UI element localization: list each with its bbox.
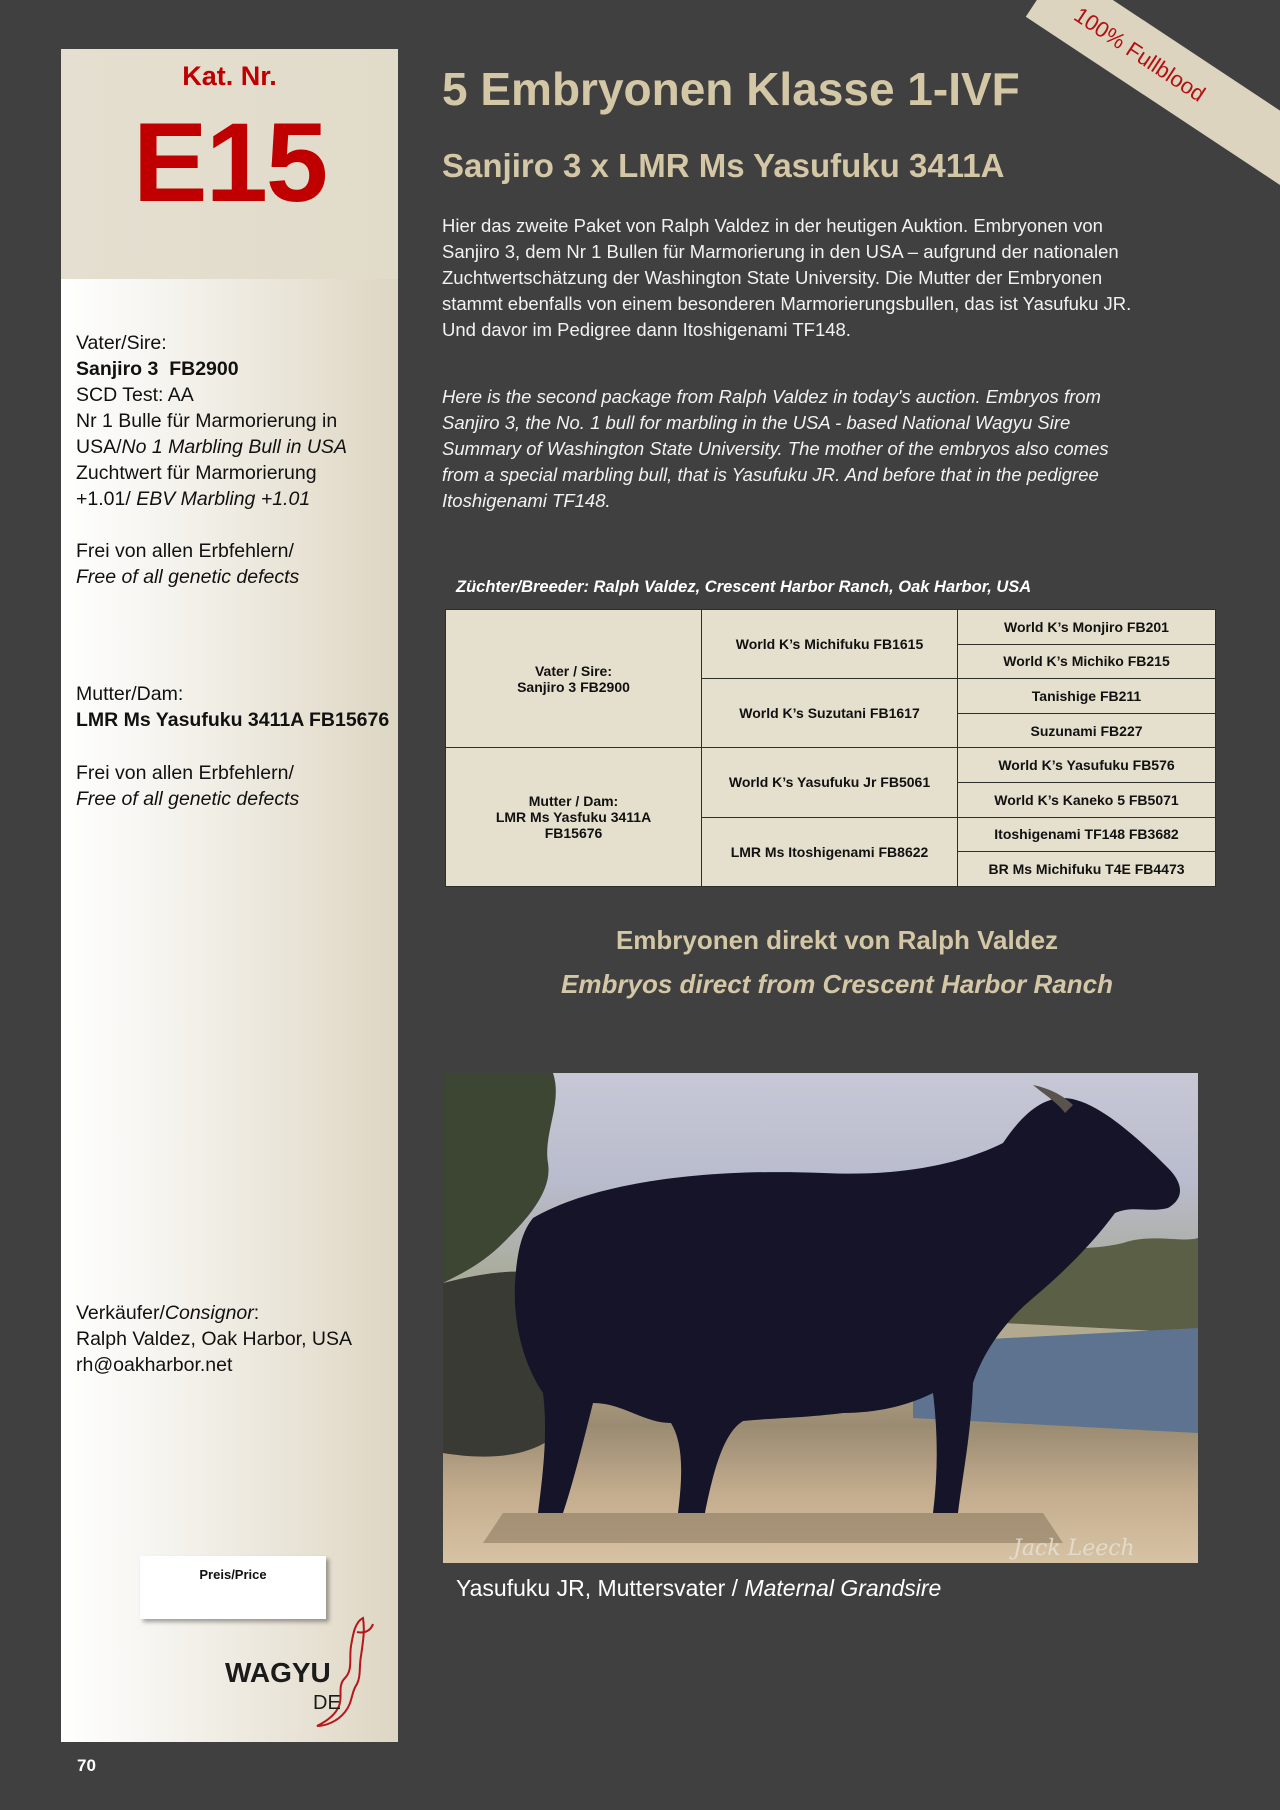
consignor-label-de: Verkäufer/ [76,1302,165,1324]
sire-info [76,330,396,512]
sire-name: Sanjiro 3 FB2900 [76,358,239,380]
table-row [446,748,1216,783]
catalog-label: Kat. Nr. [182,61,277,91]
defects-en: Free of all genetic defects [76,788,300,810]
pedigree-sire-sire: World K’s Michifuku FB1615 [702,610,958,679]
sire-defects [76,538,396,590]
pedigree-gp-8: BR Ms Michifuku T4E FB4473 [958,852,1216,887]
pedigree-sire-dam: World K’s Suzutani FB1617 [702,679,958,748]
embryo-origin-en: Embryos direct from Crescent Harbor Ranch [561,969,1113,999]
pedigree-dam-dam: LMR Ms Itoshigenami FB8622 [702,817,958,886]
pedigree-dam-cell [446,748,702,886]
table-row [446,610,1216,645]
ribbon-text: 100% Fullblood [1069,2,1210,107]
ebv-en: EBV Marbling +1.01 [136,488,311,510]
caption-de: Yasufuku JR, Muttersvater / [456,1575,745,1601]
fullblood-ribbon [1026,0,1280,249]
sire-label: Vater/Sire: [76,332,167,354]
pedigree-dam-reg: FB15676 [544,825,603,842]
description-en: Here is the second package from Ralph Valdez in today's auction. Embryos from Sanjiro 3, the No. 1 bull for marbling in the USA - based National Wagyu Sire Summary of Washington State University. The mother of the embryos also comes from a special marbling bull, that is Yasufuku JR. And before that in the pedigree Itoshigenami TF148. [442,386,1109,511]
scd-test: SCD Test: AA [76,384,194,406]
price-box[interactable] [140,1556,326,1619]
ebv-marbling [76,460,366,512]
dam-info [76,681,396,733]
pedigree-sire-name: Sanjiro 3 FB2900 [517,678,630,695]
marbling-rank-en: No 1 Marbling Bull in USA [121,436,347,458]
dam-label: Mutter/Dam: [76,683,184,705]
consignor-email[interactable]: rh@oakharbor.net [76,1354,233,1376]
pedigree-dam-label: Mutter / Dam: [528,793,619,810]
lot-subtitle: Sanjiro 3 x LMR Ms Yasufuku 3411A [442,147,1005,184]
pedigree-dam-sire: World K’s Yasufuku Jr FB5061 [702,748,958,817]
pedigree-dam-name: LMR Ms Yasfuku 3411A [495,809,652,826]
pedigree-gp-6: World K’s Kaneko 5 FB5071 [958,782,1216,817]
defects-de: Frei von allen Erbfehlern/ [76,762,294,784]
logo-de-text: DE [313,1692,341,1714]
marbling-rank [76,408,396,460]
pedigree-gp-4: Suzunami FB227 [958,713,1216,748]
dam-name: LMR Ms Yasufuku 3411A FB15676 [76,709,390,731]
price-label: Preis/Price [199,1567,267,1582]
breeder-line: Züchter/Breeder: Ralph Valdez, Crescent Harbor Ranch, Oak Harbor, USA [456,578,1032,596]
bull-photo [443,1073,1198,1563]
pedigree-table [445,609,1216,887]
marbling-rank-de: Nr 1 Bulle für Marmorierung in USA/ [76,410,338,458]
ebv-de: Zuchtwert für Marmorierung +1.01/ [76,462,317,510]
caption-en: Maternal Grandsire [744,1575,942,1601]
lot-title: 5 Embryonen Klasse 1-IVF [442,63,1020,115]
wagyu-logo [225,1612,385,1732]
consignor-label-en: Consignor [164,1302,254,1324]
defects-en: Free of all genetic defects [76,566,300,588]
logo-wagyu-text: WAGYU [225,1657,331,1688]
bull-silhouette [443,1073,1198,1563]
consignor-name: Ralph Valdez, Oak Harbor, USA [76,1328,353,1350]
pedigree-gp-7: Itoshigenami TF148 FB3682 [958,817,1216,852]
photo-caption [456,1575,941,1602]
defects-de: Frei von allen Erbfehlern/ [76,540,294,562]
consignor-info [76,1300,396,1378]
pedigree-sire-label: Vater / Sire: [534,662,613,679]
consignor-label [76,1300,396,1326]
page-number: 70 [77,1756,96,1775]
pedigree-gp-1: World K’s Monjiro FB201 [958,610,1216,645]
photo-signature: Jack Leech [1013,1536,1135,1561]
pedigree-sire-cell [446,610,702,748]
consignor-colon: : [253,1302,260,1324]
embryo-origin-de: Embryonen direkt von Ralph Valdez [615,925,1059,955]
pedigree-gp-3: Tanishige FB211 [958,679,1216,714]
pedigree-gp-2: World K’s Michiko FB215 [958,644,1216,679]
pedigree-gp-5: World K’s Yasufuku FB576 [958,748,1216,783]
description-de: Hier das zweite Paket von Ralph Valdez in der heutigen Auktion. Embryonen von Sanjiro 3, dem Nr 1 Bullen für Marmorierung in den USA – aufgrund der nationalen Zuchtwertschätzung der Washington State University. Die Mutter der Embryonen stammt ebenfalls von einem besonderen Marmorierungsbullen, das ist Yasufuku JR. Und davor im Pedigree dann Itoshigenami TF148. [442,215,1132,340]
catalog-number: E15 [132,100,327,225]
sidebar [61,49,398,1742]
dam-defects [76,760,396,812]
